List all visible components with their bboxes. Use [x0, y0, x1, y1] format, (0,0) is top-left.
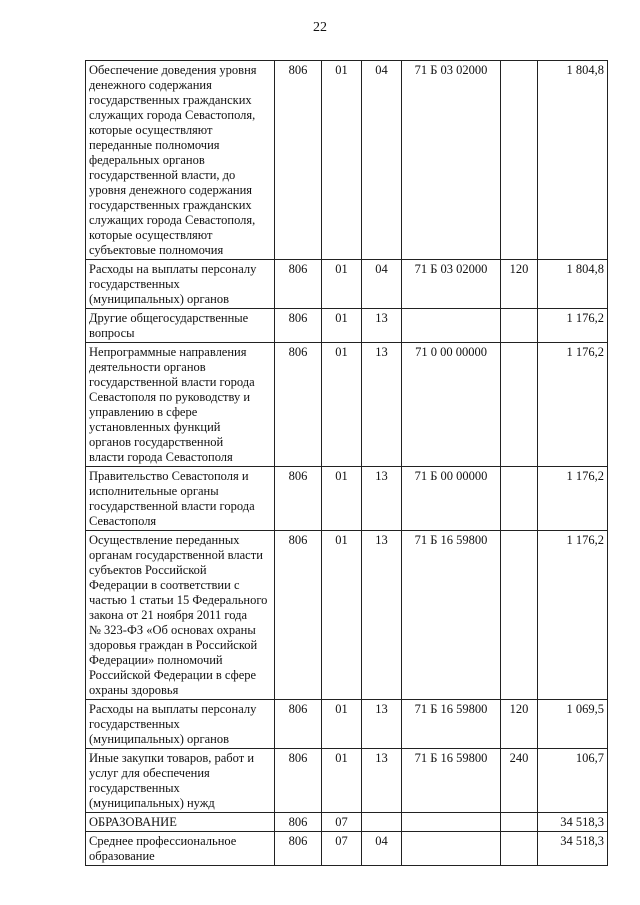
- subsection-code-cell: 04: [362, 260, 402, 309]
- target-article-cell: 71 Б 03 02000: [402, 61, 501, 260]
- amount-cell: 1 176,2: [538, 343, 608, 467]
- expense-type-cell: [501, 61, 538, 260]
- amount-cell: 1 176,2: [538, 309, 608, 343]
- expense-type-cell: 120: [501, 700, 538, 749]
- table-row: [86, 749, 608, 813]
- expense-name-cell: [86, 309, 275, 343]
- target-article-cell: [402, 813, 501, 832]
- section-code-cell: 01: [322, 343, 362, 467]
- budget-table: [85, 60, 608, 866]
- expense-type-cell: [501, 343, 538, 467]
- page-number: 22: [313, 20, 327, 35]
- ministry-code-cell: 806: [275, 832, 322, 866]
- amount-cell: 1 069,5: [538, 700, 608, 749]
- expense-name-text: ОБРАЗОВАНИЕ: [89, 815, 177, 829]
- ministry-code-cell: 806: [275, 260, 322, 309]
- amount-cell: 1 176,2: [538, 467, 608, 531]
- section-code-cell: 01: [322, 309, 362, 343]
- target-article-cell: [402, 832, 501, 866]
- table-row: [86, 700, 608, 749]
- expense-name-text: Другие общегосударственные вопросы: [89, 311, 249, 340]
- subsection-code-cell: 04: [362, 832, 402, 866]
- subsection-code-cell: [362, 813, 402, 832]
- target-article-cell: 71 Б 16 59800: [402, 700, 501, 749]
- ministry-code-cell: 806: [275, 813, 322, 832]
- section-code-cell: 01: [322, 700, 362, 749]
- subsection-code-cell: 13: [362, 309, 402, 343]
- expense-type-cell: [501, 467, 538, 531]
- target-article-cell: [402, 309, 501, 343]
- amount-cell: 1 804,8: [538, 61, 608, 260]
- expense-name-cell: [86, 749, 275, 813]
- expense-name-text: Правительство Севастополя и исполнительные органы государственной власти города Севастополя: [89, 469, 255, 528]
- expense-name-cell: [86, 61, 275, 260]
- expense-name-text: Осуществление переданных органам государственной власти субъектов Российской Федерации в соответствии с частью 1 статьи 15 Федерального закона от 21 ноября 2011 года № 323-ФЗ «Об основах охраны здоровья граждан в Российской Федерации» полномочий Российской Федерации в сфере охраны здоровья: [89, 533, 268, 697]
- ministry-code-cell: 806: [275, 749, 322, 813]
- subsection-code-cell: 13: [362, 467, 402, 531]
- amount-cell: 34 518,3: [538, 813, 608, 832]
- expense-type-cell: [501, 531, 538, 700]
- table-row: [86, 531, 608, 700]
- expense-name-cell: [86, 813, 275, 832]
- table-row: [86, 467, 608, 531]
- subsection-code-cell: 04: [362, 61, 402, 260]
- expense-name-text: Иные закупки товаров, работ и услуг для обеспечения государственных (муниципальных) нужд: [89, 751, 255, 810]
- table-row: [86, 61, 608, 260]
- ministry-code-cell: 806: [275, 309, 322, 343]
- expense-name-text: Среднее профессиональное образование: [89, 834, 237, 863]
- target-article-cell: 71 0 00 00000: [402, 343, 501, 467]
- subsection-code-cell: 13: [362, 700, 402, 749]
- section-code-cell: 07: [322, 832, 362, 866]
- target-article-cell: 71 Б 00 00000: [402, 467, 501, 531]
- expense-type-cell: 240: [501, 749, 538, 813]
- expense-name-cell: [86, 531, 275, 700]
- section-code-cell: 01: [322, 61, 362, 260]
- ministry-code-cell: 806: [275, 343, 322, 467]
- expense-type-cell: [501, 813, 538, 832]
- ministry-code-cell: 806: [275, 700, 322, 749]
- section-code-cell: 01: [322, 467, 362, 531]
- ministry-code-cell: 806: [275, 467, 322, 531]
- expense-name-text: Расходы на выплаты персоналу государственных (муниципальных) органов: [89, 702, 257, 746]
- table-row: [86, 832, 608, 866]
- table-row: [86, 813, 608, 832]
- budget-table-body: [86, 61, 608, 866]
- expense-name-text: Обеспечение доведения уровня денежного содержания государственных гражданских служащих города Севастополя, которые осуществляют переданные полномочия федеральных органов государственной власти, до уровня денежного содержания государственных гражданских служащих города Севастополя, которые осуществляют субъектовые полномочия: [89, 63, 257, 257]
- subsection-code-cell: 13: [362, 749, 402, 813]
- expense-name-cell: [86, 343, 275, 467]
- amount-cell: 106,7: [538, 749, 608, 813]
- expense-name-text: Непрограммные направления деятельности органов государственной власти города Севастополя по руководству и управлению в сфере установленных функций органов государственной власти города Севастополя: [89, 345, 255, 464]
- section-code-cell: 07: [322, 813, 362, 832]
- section-code-cell: 01: [322, 531, 362, 700]
- expense-type-cell: 120: [501, 260, 538, 309]
- section-code-cell: 01: [322, 749, 362, 813]
- section-code-cell: 01: [322, 260, 362, 309]
- expense-name-cell: [86, 832, 275, 866]
- ministry-code-cell: 806: [275, 531, 322, 700]
- target-article-cell: 71 Б 16 59800: [402, 749, 501, 813]
- table-row: [86, 260, 608, 309]
- amount-cell: 1 804,8: [538, 260, 608, 309]
- expense-name-cell: [86, 260, 275, 309]
- subsection-code-cell: 13: [362, 343, 402, 467]
- ministry-code-cell: 806: [275, 61, 322, 260]
- target-article-cell: 71 Б 16 59800: [402, 531, 501, 700]
- target-article-cell: 71 Б 03 02000: [402, 260, 501, 309]
- subsection-code-cell: 13: [362, 531, 402, 700]
- expense-name-cell: [86, 700, 275, 749]
- expense-type-cell: [501, 309, 538, 343]
- expense-name-text: Расходы на выплаты персоналу государственных (муниципальных) органов: [89, 262, 257, 306]
- table-row: [86, 309, 608, 343]
- table-row: [86, 343, 608, 467]
- amount-cell: 34 518,3: [538, 832, 608, 866]
- expense-name-cell: [86, 467, 275, 531]
- expense-type-cell: [501, 832, 538, 866]
- amount-cell: 1 176,2: [538, 531, 608, 700]
